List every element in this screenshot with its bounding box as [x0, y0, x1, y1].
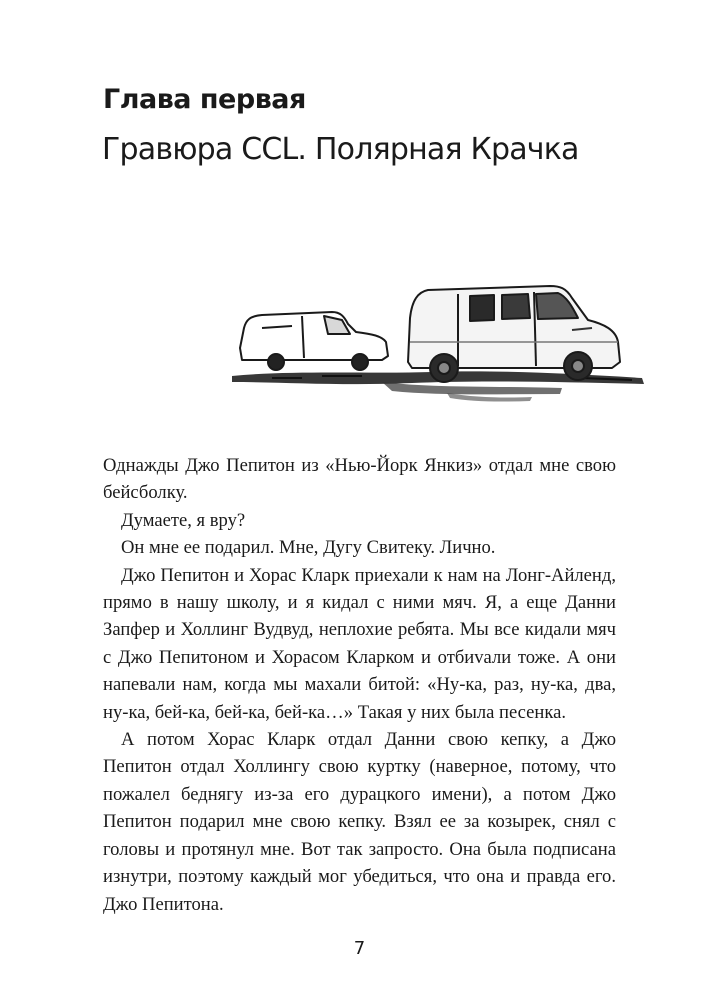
large-van [408, 286, 620, 382]
chapter-subtitle: Гравюра CCL. Полярная Крачка [102, 132, 579, 167]
small-car [240, 312, 388, 370]
paragraph-1: Однажды Джо Пепитон из «Нью-Йорк Янкиз» отдал мне свою бейсболку. [103, 455, 616, 504]
paragraph-5: А потом Хорас Кларк отдал Данни свою кепку, а Джо Пепитон отдал Холлингу свою куртку (наверное, потому, что пожалел беднягу из-за его дурацкого имени), а потом Джо Пепитон подарил мне свою кепку. Взял ее за козырек, снял с головы и протянул мне. Вот так запросто. Она была подписана изнутри, поэтому каждый мог убедиться, что она и правда его. Джо Пепитона. [103, 729, 616, 915]
paragraph-2: Думаете, я вру? [121, 509, 246, 531]
chapter-title: Глава первая [103, 84, 306, 115]
paragraph-3: Он мне ее подарил. Мне, Дугу Свитеку. Лично. [121, 537, 496, 559]
page-number: 7 [353, 938, 366, 959]
paragraph-4: Джо Пепитон и Хорас Кларк приехали к нам на Лонг-Айленд, прямо в нашу школу, и я кидал с ними мяч. Я, а еще Данни Запфер и Холлинг Вудвуд, неплохие ребята. Мы все кидали мяч с Джо Пепитоном и Хорасом Кларком и отбиvали тоже. А они напевали нам, когда мы махали битой: «Ну-ка, раз, ну-ка, два, ну-ка, бей-ка, бей-ка, бей-ка…» Такая у них была песенка. [103, 564, 616, 723]
cars-illustration [232, 270, 652, 415]
body-text [103, 452, 616, 918]
